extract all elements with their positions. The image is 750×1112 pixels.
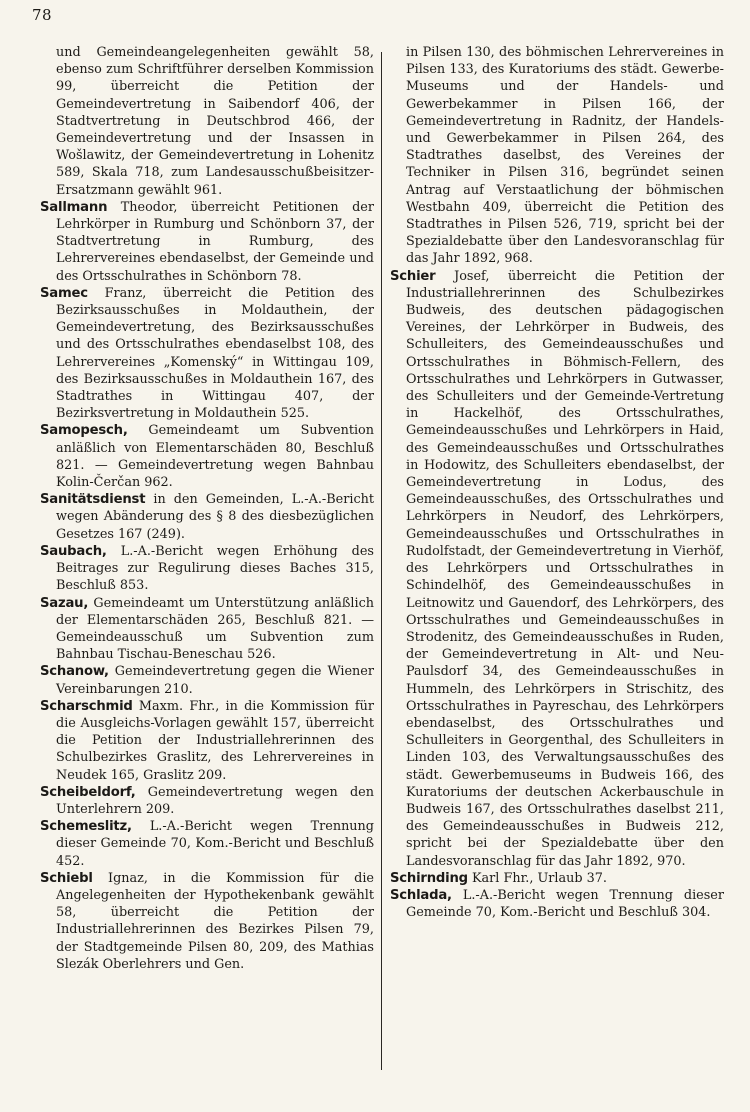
index-entry [40,818,374,870]
index-entry [40,285,374,423]
entry-text: Gemeindevertretung gegen die Wiener Vereinbarungen 210. [56,664,374,697]
entry-headword: Sazau, [40,595,89,611]
index-entry [40,784,374,818]
entry-text: und Gemeindeangelegenheiten gewählt 58, ebenso zum Schriftführer derselben Kommission 99, überreicht die Petition der Gemeindevertretung in Saibendorf 406, der Stadtvertretung in Deutschbrod 466, der Gemeindevertretung und der Insassen in Wošlawitz, der Gemeindevertretung in Lohenitz 589, Skala 718, zum Landesausschußbeisitzer-Ersatzmann gewählt 961. [56,45,374,198]
entry-text: Franz, überreicht die Petition des Bezirksausschußes in Moldauthein, der Gemeindevertretung, des Bezirksausschußes und des Ortsschulrathes ebendaselbst 108, des Lehrervereines „Komenský“ in Wittingau 109, des Bezirksausschußes in Moldauthein 167, des Stadtrathes in Wittingau 407, der Bezirksvertretung in Moldauthein 525. [56,285,374,422]
entry-text: Karl Fhr., Urlaub 37. [471,870,607,886]
entry-text: in Pilsen 130, des böhmischen Lehrervereines in Pilsen 133, des Kuratoriums des städt. Gewerbe-Museums und der Handels- und Gewerbekammer in Pilsen 166, der Gemeindevertretung in Radnitz, der Handels- und Gewerbekammer in Pilsen 264, des Stadtrathes daselbst, des Vereines der Techniker in Pilsen 316, begründet seinen Antrag auf Verstaatlichung der böhmischen Westbahn 409, überreicht die Petition des Stadtrathes in Pilsen 526, 719, spricht bei der Spezialdebatte über den Landesvoranschlag für das Jahr 1892, 968. [406,45,724,267]
entry-text: Gemeindevertretung wegen den Unterlehrern 209. [56,784,374,817]
entry-text: Theodor, überreicht Petitionen der Lehrkörper in Rumburg und Schönborn 37, der Stadtvertretung in Rumburg, des Lehrervereines ebendaselbst, der Gemeinde und des Ortsschulrathes in Schönborn 78. [56,199,374,284]
index-entry [40,44,374,199]
entry-headword: Scheibeldorf, [40,784,136,800]
index-entry [40,422,374,491]
index-entry [40,491,374,543]
entry-text: L.-A.-Bericht wegen Trennung dieser Gemeinde 70, Kom.-Bericht und Beschluß 452. [56,819,374,869]
entry-text: L.-A.-Bericht wegen Erhöhung des Beitrages zur Regulirung dieses Baches 315, Beschluß 853. [56,543,374,594]
index-entry [40,698,374,784]
entry-headword: Samec [40,285,88,301]
index-entry [390,870,724,887]
entry-text: Ignaz, in die Kommission für die Angelegenheiten der Hypothekenbank gewählt 58, überreicht die Petition der Industriallehrerinnen des Bezirkes Pilsen 79, der Stadtgemeinde Pilsen 80, 209, des Mathias Slezák Oberlehrers und Gen. [56,870,374,972]
entry-headword: Sallmann [40,199,108,215]
entry-text: in den Gemeinden, L.-A.-Bericht wegen Abänderung des § 8 des diesbezüglichen Gesetzes 167 (249). [56,492,374,542]
index-entry [40,199,374,285]
entry-text: Maxm. Fhr., in die Kommission für die Ausgleichs-Vorlagen gewählt 157, überreicht die Petition der Industriallehrerinnen des Schulbezirkes Graslitz, des Lehrervereines in Neudek 165, Graslitz 209. [56,698,374,783]
index-entry [40,543,374,595]
index-entry [40,870,374,973]
right-column [390,44,724,921]
index-entry [390,887,724,921]
entry-headword: Sanitätsdienst [40,492,146,508]
page-number: 78 [32,6,53,24]
entry-headword: Scharschmid [40,698,133,714]
entry-text: Gemeindeamt um Unterstützung anläßlich der Elementarschäden 265, Beschluß 821. — Gemeindeausschuß um Subvention zum Bahnbau Tischau-Beneschau 526. [56,595,374,663]
index-entry [40,663,374,697]
entry-headword: Schemeslitz, [40,819,132,835]
index-entry [390,44,724,268]
index-entry [40,595,374,664]
entry-text: Josef, überreicht die Petition der Industriallehrerinnen des Schulbezirkes Budweis, des deutschen pädagogischen Vereines, der Lehrkörper in Budweis, des Schulleiters, des Gemeindeausschußes und Ortsschulrathes in Böhmisch-Fellern, des Ortsschulrathes und Lehrkörpers in Gutwasser, des Schulleiters und der Gemeinde-Vertretung in Hackelhöf, des Ortsschulrathes, Gemeindeausschußes und Lehrkörpers in Haid, des Gemeindeausschußes und Ortsschulrathes in Hodowitz, des Schulleiters ebendaselbst, der Gemeindevertretung in Lodus, des Gemeindeausschußes, des Ortsschulrathes und Lehrkörpers in Neudorf, des Lehrkörpers, Gemeindeausschußes und Ortsschulrathes in Rudolfstadt, der Gemeindevertretung in Vierhöf, des Lehrkörpers und Ortsschulrathes in Schindelhöf, des Gemeindeausschußes in Leitnowitz und Gauendorf, des Lehrkörpers, des Ortsschulrathes und Gemeindeausschußes in Strodenitz, des Gemeindeausschußes in Ruden, der Gemeindevertretung in Alt- und Neu-Paulsdorf 34, des Gemeindeausschußes in Hummeln, des Lehrkörpers in Strischitz, des Ortsschulrathes in Payreschau, des Lehrkörpers ebendaselbst, des Ortsschulrathes und Schulleiters in Georgenthal, des Schulleiters in Linden 103, des Verwaltungsausschußes des städt. Gewerbemuseums in Budweis 166, des Kuratoriums der deutschen Ackerbauschule in Budweis 167, des Ortsschulrathes daselbst 211, des Gemeindeausschußes in Budweis 212, spricht bei der Spezialdebatte über den Landesvoranschlag für das Jahr 1892, 970. [406,268,724,869]
entry-headword: Schanow, [40,664,109,680]
entry-headword: Saubach, [40,543,107,559]
left-column [40,44,374,973]
index-entry [390,268,724,870]
entry-text: Gemeindeamt um Subvention anläßlich von Elementarschäden 80, Beschluß 821. — Gemeindevertretung wegen Bahnbau Kolin-Čerčan 962. [56,423,374,491]
entry-headword: Samopesch, [40,423,128,439]
entry-headword: Schiebl [40,870,93,886]
entry-headword: Schier [390,268,436,284]
entry-text: L.-A.-Bericht wegen Trennung dieser Gemeinde 70, Kom.-Bericht und Beschluß 304. [406,887,725,921]
column-divider [381,52,382,1070]
entry-headword: Schlada, [390,887,452,903]
entry-headword: Schirnding [390,870,468,886]
